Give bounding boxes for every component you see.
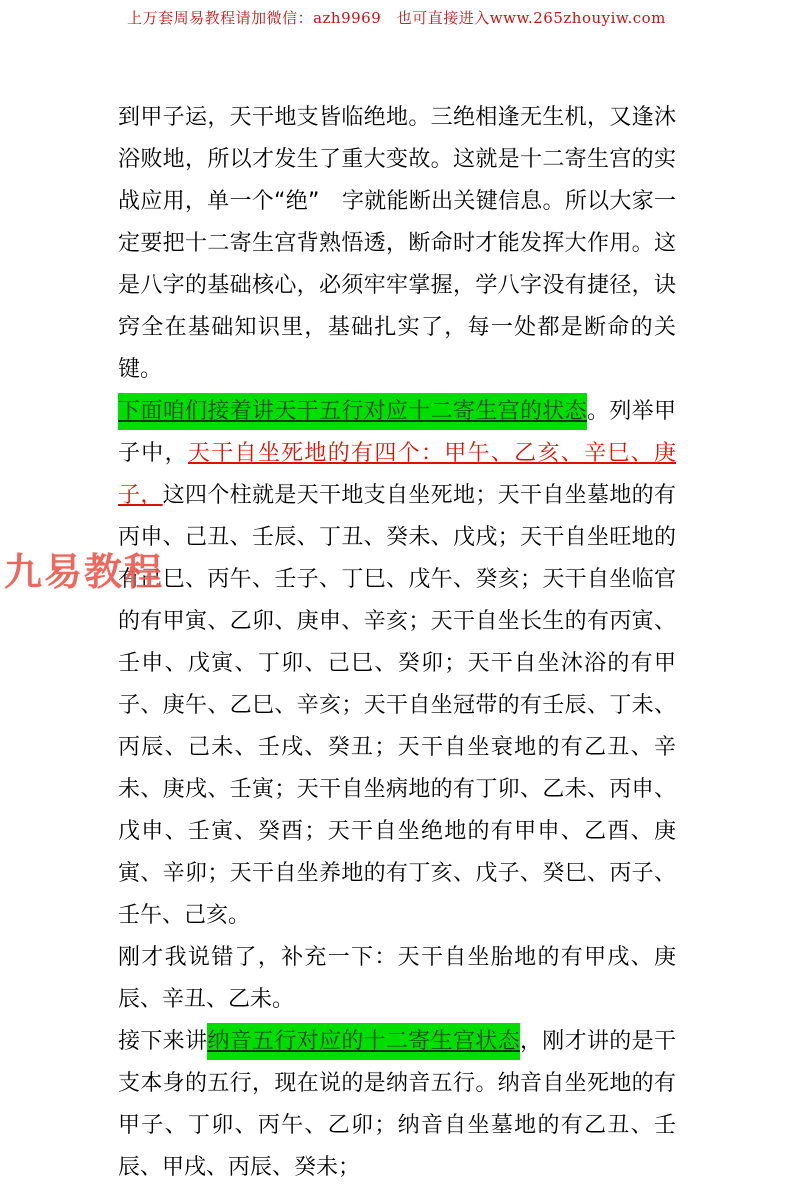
body-text-run: 这四个柱就是天干地支自坐死地；天干自坐墓地的有丙申、己丑、壬辰、丁丑、癸未、戊戌；天干自坐旺地的有己巳、丙午、壬子、丁巳、戊午、癸亥；天干自坐临官的有甲寅、乙卯、庚申、辛亥；天干自坐长生的有丙寅、壬申、戊寅、丁卯、己巳、癸卯；天干自坐沐浴的有甲子、庚午、乙巳、辛亥；天干自坐冠带的有壬辰、丁未、丙辰、己未、壬戌、癸丑；天干自坐衰地的有乙丑、辛未、庚戌、壬寅；天干自坐病地的有丁卯、乙未、丙申、戊申、壬寅、癸酉；天干自坐绝地的有甲申、乙酉、庚寅、辛卯；天干自坐养地的有丁亥、戊子、癸巳、丙子、壬午、己亥。 (118, 483, 676, 928)
body-text-run: 到甲子运，天干地支皆临绝地。三绝相逢无生机，又逢沐浴败地，所以才发生了重大变故。这就是十二寄生宫的实战应用，单一个“绝” 字就能断出关键信息。所以大家一定要把十二寄生宫背熟悟透，断命时才能发挥大作用。这是八字的基础核心，必须牢牢掌握，学八字没有捷径，诀窍全在基础知识里，基础扎实了，每一处都是断命的关键。 (118, 105, 676, 382)
body-text-run: ，刚才讲的是干支本身的五行，现在说的是纳音五行。纳音自坐死地的有甲子、丁卯、丙午、乙卯；纳音自坐墓地的有乙丑、壬辰、甲戌、丙辰、癸未； (118, 1029, 676, 1180)
red-underlined-text: 天干自坐死地的有四个：甲午、乙亥、辛巳、庚子， (118, 441, 676, 508)
paragraph (118, 1021, 676, 1189)
paragraph (118, 937, 676, 1021)
paragraph (118, 97, 676, 391)
watermark: 九易教程 (4, 550, 165, 594)
body-text-run: 接下来讲 (118, 1029, 208, 1054)
green-highlighted-text: 纳音五行对应的十二寄生宫状态 (207, 1023, 520, 1060)
body-text-run: 。列举甲子中， (118, 399, 676, 466)
header-promo-text: 上万套周易教程请加微信：azh9969 也可直接进入www.265zhouyiw.com (127, 9, 666, 27)
paragraph (118, 391, 676, 937)
document-body (118, 97, 676, 1189)
green-highlighted-text: 下面咱们接着讲天干五行对应十二寄生宫的状态 (118, 393, 587, 430)
body-text-run: 刚才我说错了，补充一下：天干自坐胎地的有甲戌、庚辰、辛丑、乙未。 (118, 945, 676, 1012)
